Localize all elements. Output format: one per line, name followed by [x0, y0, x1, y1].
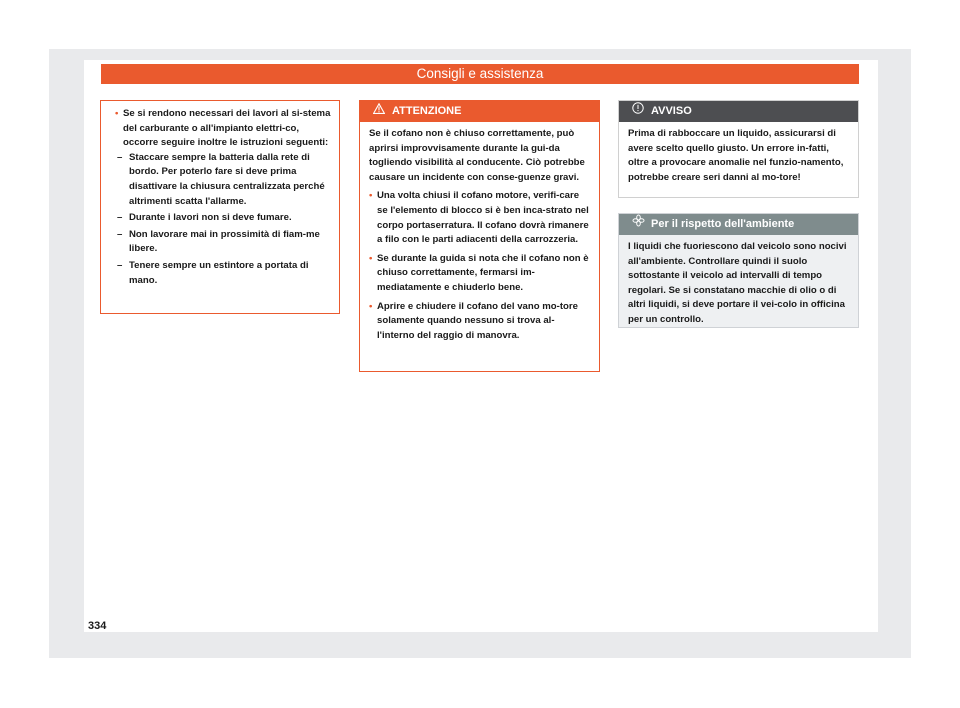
bullet-icon: •: [369, 190, 373, 202]
environment-box: [618, 213, 859, 328]
warning-bullet-text: Se durante la guida si nota che il cofano non è chiuso correttamente, fermarsi im-mediatamente e chiuderlo bene.: [377, 252, 589, 293]
bullet-icon: •: [369, 252, 373, 264]
notice-title: AVVISO: [651, 105, 692, 117]
environment-header: [619, 214, 858, 235]
list-item: [115, 228, 331, 257]
warning-paragraph: Se il cofano non è chiuso correttamente, può aprirsi improvvisamente durante la gui-da togliendo visibilità al conducente. Ciò potrebbe causare un incidente con conse-guenze gravi.: [369, 128, 585, 183]
dash-icon: –: [117, 228, 123, 240]
list-item: [115, 151, 331, 209]
intro-text: Se si rendono necessari dei lavori al si-stema del carburante o all'impianto elettri-co, occorre seguire inoltre le istruzioni seguenti:: [123, 108, 331, 149]
warning-triangle-icon: [372, 101, 386, 122]
dash-icon: –: [117, 259, 123, 271]
notice-text: Prima di rabboccare un liquido, assicurarsi di avere scelto quello giusto. Un errore in-fatti, oltre a provocare anomalie nel funzio-namento, potrebbe creare seri danni al mo-tore!: [628, 128, 844, 183]
list-item-text: Staccare sempre la batteria dalla rete di bordo. Per poterlo fare si deve prima disattivare la chiusura centralizzata perché altrimenti scatta l'allarme.: [129, 151, 325, 207]
bullet-icon: •: [369, 300, 373, 312]
list-item-text: Tenere sempre un estintore a portata di mano.: [129, 259, 309, 286]
warning-bullet: [369, 252, 591, 296]
environment-text: I liquidi che fuoriescono dal veicolo sono nocivi all'ambiente. Controllare quindi il suolo sottostante il veicolo ad intervalli di tempo regolari. Se si constatano macchie di olio o di altri liquidi, si deve portare il vei-colo in officina per un controllo.: [628, 241, 847, 325]
notice-header: [619, 101, 858, 122]
intro-bullet: [115, 107, 331, 151]
warning-bullet: [369, 300, 591, 344]
notice-box: [618, 100, 859, 198]
list-item: [115, 259, 331, 288]
page-number: 334: [88, 620, 107, 632]
warning-title: ATTENZIONE: [392, 105, 462, 117]
warning-bullet-text: Una volta chiusi il cofano motore, verifi-care se l'elemento di blocco si è ben inca-strato nel corpo portaserratura. Il cofano dovrà rimanere a filo con le parti adiacenti della carrozzeria.: [377, 190, 589, 246]
warning-body: [360, 122, 599, 348]
warning-header: [360, 101, 599, 122]
warning-bullet-text: Aprire e chiudere il cofano del vano mo-tore solamente quando nessuno si trova al-l'interno del raggio di manovra.: [377, 300, 578, 341]
environment-body: [619, 235, 858, 335]
info-circle-icon: [631, 101, 645, 122]
fuel-electrical-instructions-box: [100, 100, 340, 314]
warning-bullet: [369, 189, 591, 247]
list-item: [115, 211, 331, 226]
instructions-list: [115, 151, 331, 288]
list-item-text: Durante i lavori non si deve fumare.: [129, 212, 292, 224]
warning-box: [359, 100, 600, 372]
bullet-icon: •: [115, 108, 119, 119]
list-item-text: Non lavorare mai in prossimità di fiam-me libere.: [129, 228, 320, 255]
notice-body: [619, 122, 858, 192]
leaf-flower-icon: [631, 214, 645, 235]
section-header: Consigli e assistenza: [101, 64, 859, 84]
dash-icon: –: [117, 151, 123, 163]
environment-title: Per il rispetto dell'ambiente: [651, 218, 795, 230]
dash-icon: –: [117, 212, 123, 224]
